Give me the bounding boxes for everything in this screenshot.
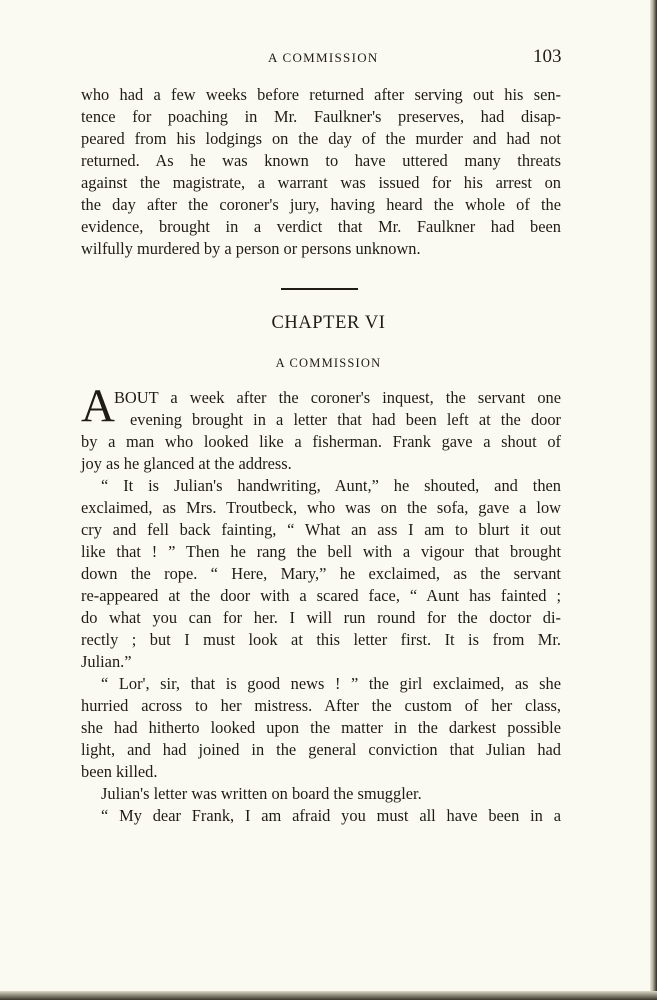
drop-cap: A: [81, 380, 115, 432]
text-line: do what you can for her. I will run round for the doctor di-: [81, 608, 561, 627]
text-line: been killed.: [81, 762, 158, 781]
text-line: Julian's letter was written on board the smuggler.: [101, 784, 422, 803]
text-line: cry and fell back fainting, “ What an ass I am to blurt it out: [81, 520, 561, 539]
text-line: tence for poaching in Mr. Faulkner's preserves, had disap-: [81, 107, 561, 126]
text-line: joy as he glanced at the address.: [81, 454, 292, 473]
text-line: like that ! ” Then he rang the bell with a vigour that brought: [81, 542, 561, 561]
text-line: peared from his lodgings on the day of the murder and had not: [81, 129, 561, 148]
running-head: [0, 46, 657, 70]
text-line: the day after the coroner's jury, having heard the whole of the: [81, 195, 561, 214]
text-line: wilfully murdered by a person or persons unknown.: [81, 239, 421, 258]
text-line: BOUT a week after the coroner's inquest, the servant one: [114, 388, 561, 407]
text-line: rectly ; but I must look at this letter first. It is from Mr.: [81, 630, 561, 649]
text-line: returned. As he was known to have uttered many threats: [81, 151, 561, 170]
chapter-heading: CHAPTER VI: [271, 313, 386, 333]
text-line: she had hitherto looked upon the matter in the darkest possible: [81, 718, 561, 737]
continuation-paragraph: [81, 84, 561, 260]
text-line: “ Lor', sir, that is good news ! ” the girl exclaimed, as she: [101, 674, 561, 693]
text-line: exclaimed, as Mrs. Troutbeck, who was on the sofa, gave a low: [81, 498, 561, 517]
text-line: who had a few weeks before returned after serving out his sen-: [81, 85, 561, 104]
text-line: against the magistrate, a warrant was issued for his arrest on: [81, 173, 561, 192]
section-divider: [281, 288, 358, 290]
text-line: re-appeared at the door with a scared face, “ Aunt has fainted ;: [81, 586, 561, 605]
text-line: hurried across to her mistress. After the custom of her class,: [81, 696, 561, 715]
running-head-title: A COMMISSION: [268, 50, 379, 65]
chapter-title: A COMMISSION: [275, 356, 382, 370]
text-line: Julian.”: [81, 652, 132, 671]
page-edge-bottom: [0, 991, 657, 1000]
text-line: down the rope. “ Here, Mary,” he exclaimed, as the servant: [81, 564, 561, 583]
chapter-body: [81, 387, 561, 827]
text-line: light, and had joined in the general conviction that Julian had: [81, 740, 561, 759]
text-line: “ It is Julian's handwriting, Aunt,” he shouted, and then: [101, 476, 561, 495]
text-line: evening brought in a letter that had been left at the door: [130, 410, 561, 429]
page-number: 103: [533, 46, 562, 67]
text-line: evidence, brought in a verdict that Mr. Faulkner had been: [81, 217, 561, 236]
text-line: by a man who looked like a fisherman. Frank gave a shout of: [81, 432, 561, 451]
page-edge-right: [650, 0, 657, 1000]
text-line: “ My dear Frank, I am afraid you must all have been in a: [101, 806, 561, 825]
